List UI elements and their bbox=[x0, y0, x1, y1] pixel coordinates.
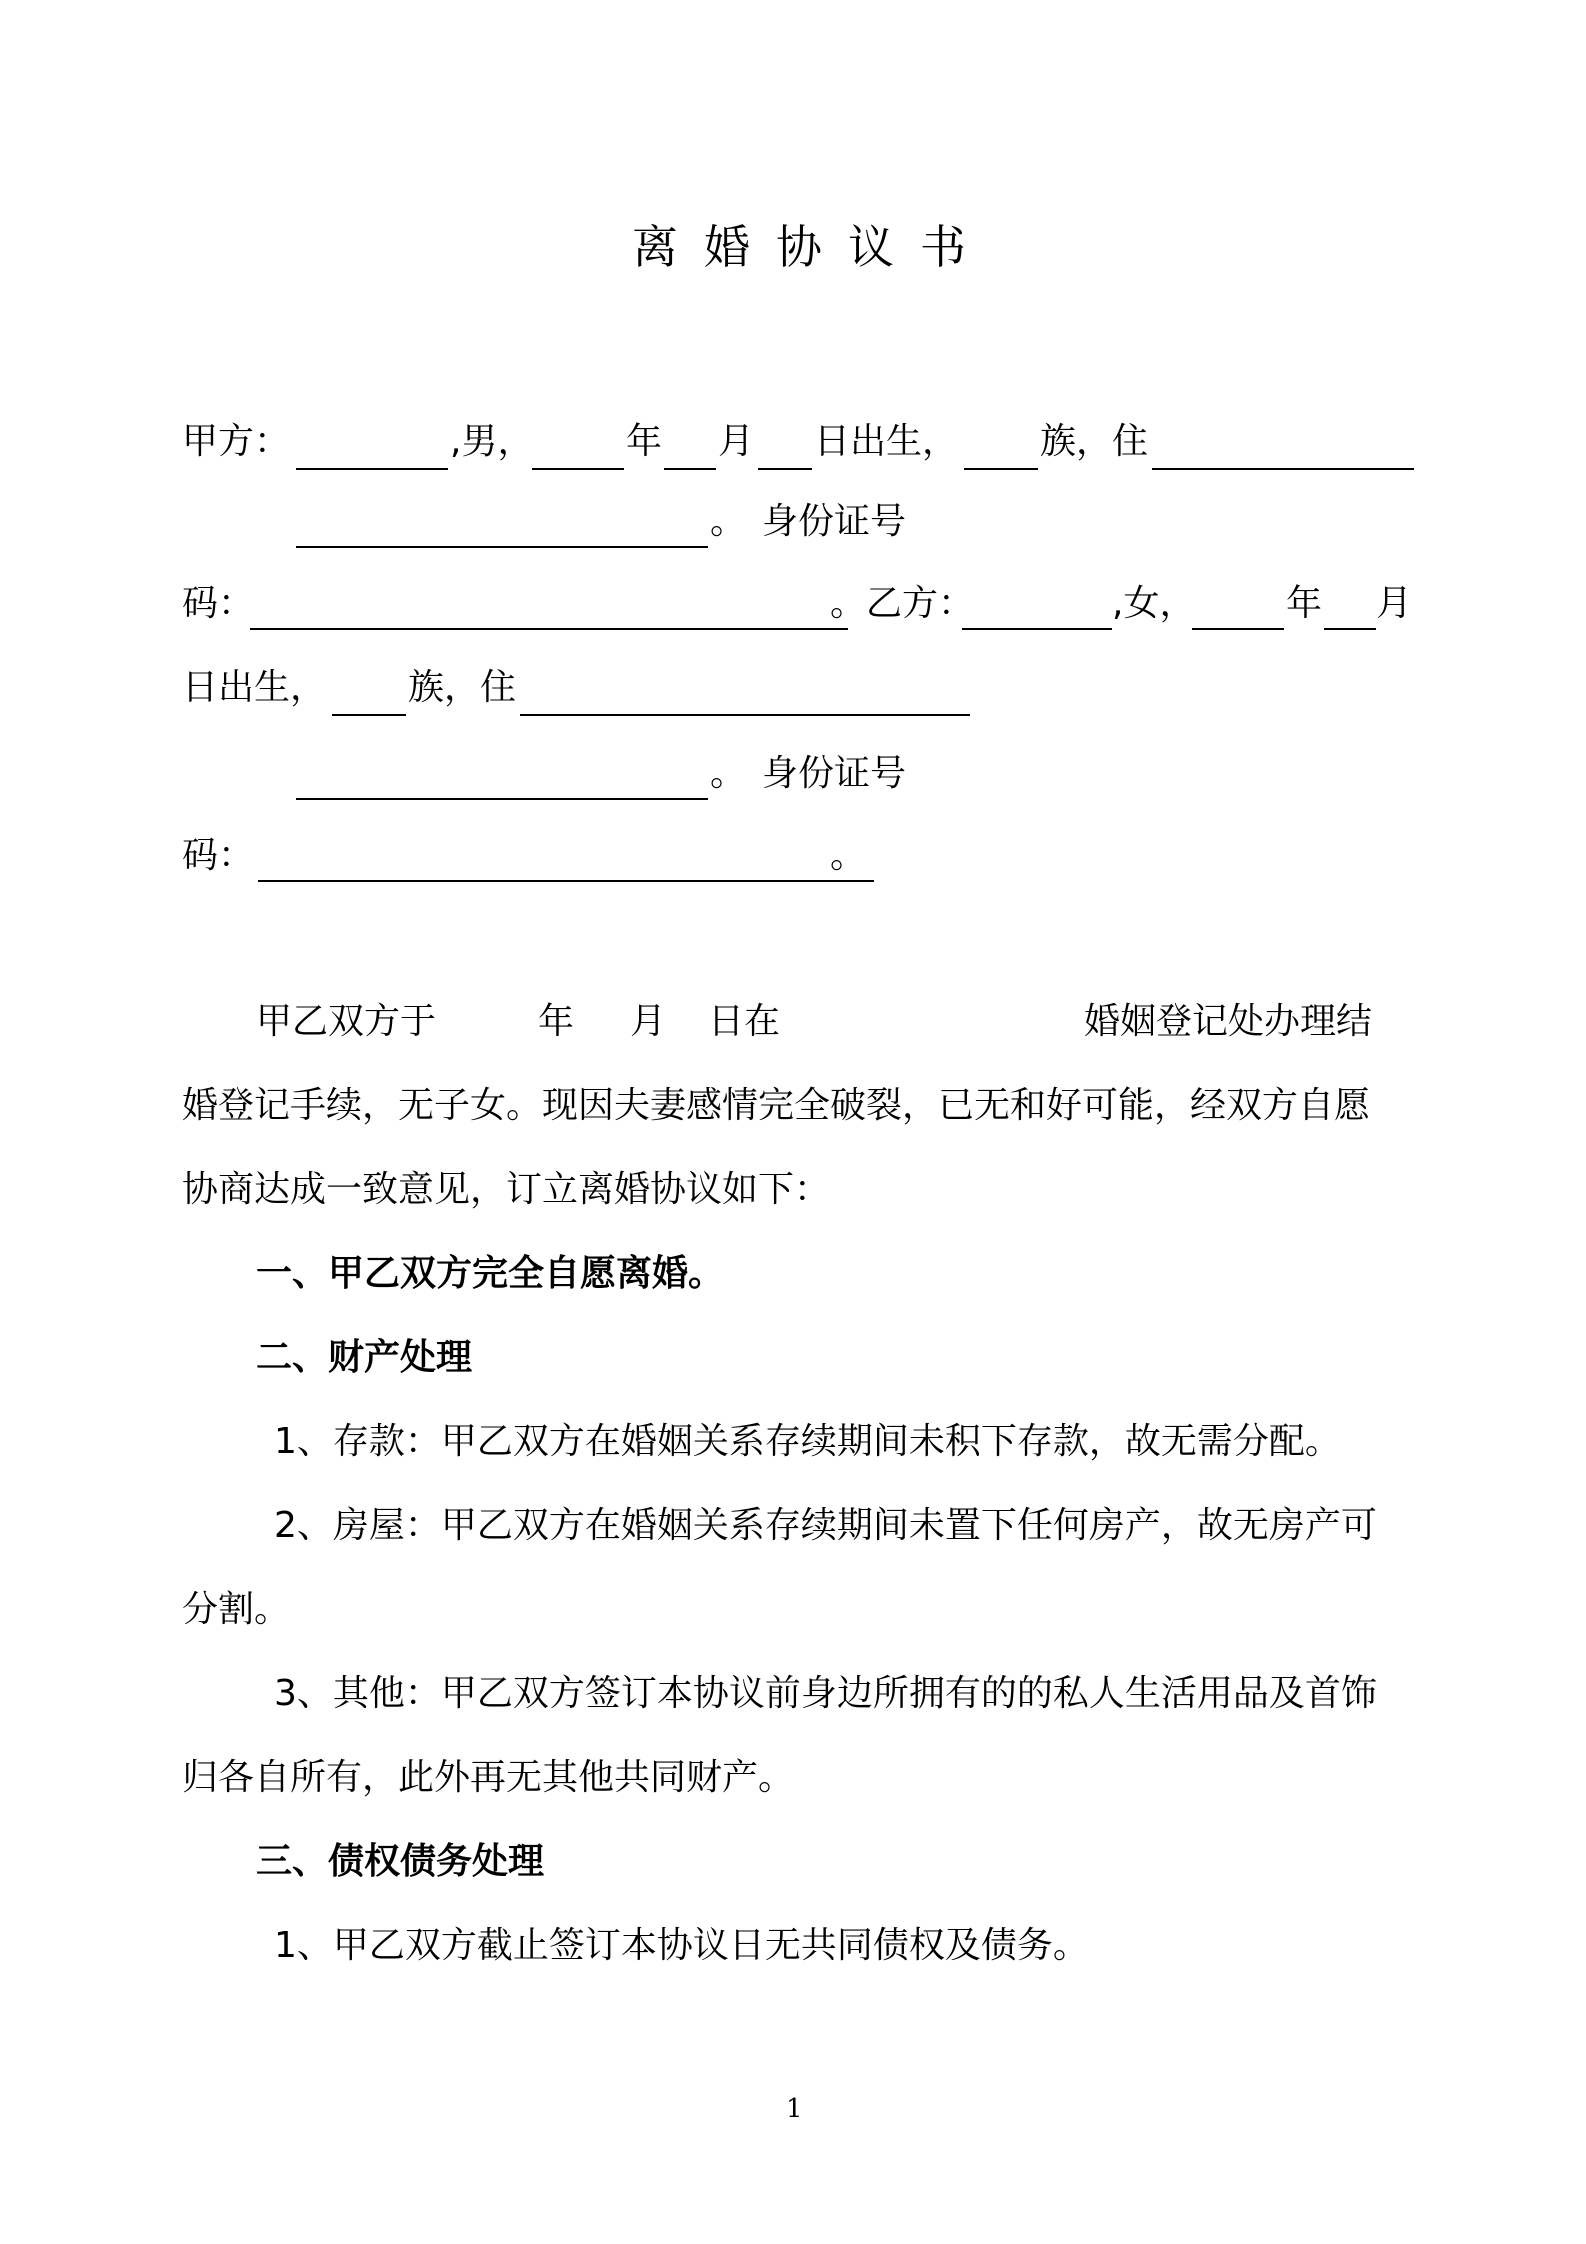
party-b-year-label: 年 bbox=[1286, 583, 1323, 624]
party-a-month-label: 月 bbox=[718, 421, 755, 462]
party-b-address-blank-2[interactable] bbox=[296, 798, 708, 800]
party-a-id-blank[interactable] bbox=[250, 628, 848, 630]
section-1-heading: 一、甲乙双方完全自愿离婚。 bbox=[256, 1253, 725, 1294]
section-2-item-2-line-1: 2、房屋：甲乙双方在婚姻关系存续期间未置下任何房产，故无房产可 bbox=[274, 1505, 1377, 1546]
party-b-ethnicity-blank[interactable] bbox=[332, 714, 406, 716]
intro-office: 婚姻登记处办理结 bbox=[1084, 1001, 1373, 1042]
party-b-id-label: 身份证号 bbox=[762, 753, 907, 794]
party-b-month-label: 月 bbox=[1376, 583, 1413, 624]
party-b-period: 。 bbox=[710, 753, 747, 794]
party-a-ethnicity-blank[interactable] bbox=[964, 468, 1038, 470]
party-b-label: 。乙方： bbox=[830, 583, 975, 624]
party-b-year-blank[interactable] bbox=[1192, 628, 1284, 630]
page-number: 1 bbox=[786, 2094, 803, 2124]
party-b-address-blank[interactable] bbox=[520, 714, 970, 716]
party-a-year-blank[interactable] bbox=[532, 468, 624, 470]
party-a-ethnicity-label: 族，住 bbox=[1040, 421, 1149, 462]
party-b-id-code-label: 码： bbox=[182, 835, 255, 876]
party-a-year-label: 年 bbox=[626, 421, 663, 462]
party-a-month-blank[interactable] bbox=[664, 468, 716, 470]
section-2-item-3-line-1: 3、其他：甲乙双方签订本协议前身边所拥有的的私人生活用品及首饰 bbox=[274, 1673, 1377, 1714]
intro-month: 月 bbox=[630, 1001, 667, 1042]
party-b-gender: ,女， bbox=[1112, 583, 1196, 624]
party-a-day-blank[interactable] bbox=[758, 468, 812, 470]
document-title: 离婚协议书 bbox=[632, 220, 992, 274]
party-a-period: 。 bbox=[710, 501, 747, 542]
section-3-item-1: 1、甲乙双方截止签订本协议日无共同债权及债务。 bbox=[274, 1925, 1089, 1966]
party-a-label: 甲方： bbox=[182, 421, 291, 462]
party-a-id-label: 身份证号 bbox=[762, 501, 907, 542]
section-3-heading: 三、债权债务处理 bbox=[256, 1841, 545, 1882]
party-a-birth-label: 日出生， bbox=[814, 421, 959, 462]
section-2-item-3-line-2: 归各自所有，此外再无其他共同财产。 bbox=[182, 1757, 795, 1798]
party-a-name-blank[interactable] bbox=[296, 468, 448, 470]
party-b-name-blank[interactable] bbox=[962, 628, 1112, 630]
party-b-end-period: 。 bbox=[830, 835, 867, 876]
party-b-birth-label: 日出生， bbox=[182, 667, 327, 708]
party-b-id-blank[interactable] bbox=[258, 880, 874, 882]
party-b-month-blank[interactable] bbox=[1324, 628, 1376, 630]
party-b-ethnicity-label: 族，住 bbox=[408, 667, 517, 708]
intro-year: 年 bbox=[538, 1001, 575, 1042]
intro-line-2: 婚登记手续，无子女。现因夫妻感情完全破裂，已无和好可能，经双方自愿 bbox=[182, 1085, 1371, 1126]
party-a-gender: ,男， bbox=[450, 421, 534, 462]
section-2-item-2-line-2: 分割。 bbox=[182, 1589, 291, 1630]
party-a-id-code-label: 码： bbox=[182, 583, 255, 624]
intro-start: 甲乙双方于 bbox=[256, 1001, 437, 1042]
section-2-item-1: 1、存款：甲乙双方在婚姻关系存续期间未积下存款，故无需分配。 bbox=[274, 1421, 1341, 1462]
party-a-address-blank-2[interactable] bbox=[296, 546, 708, 548]
section-2-heading: 二、财产处理 bbox=[256, 1337, 473, 1378]
intro-line-3: 协商达成一致意见，订立离婚协议如下： bbox=[182, 1169, 831, 1210]
intro-day: 日在 bbox=[708, 1001, 781, 1042]
party-a-address-blank[interactable] bbox=[1152, 468, 1414, 470]
